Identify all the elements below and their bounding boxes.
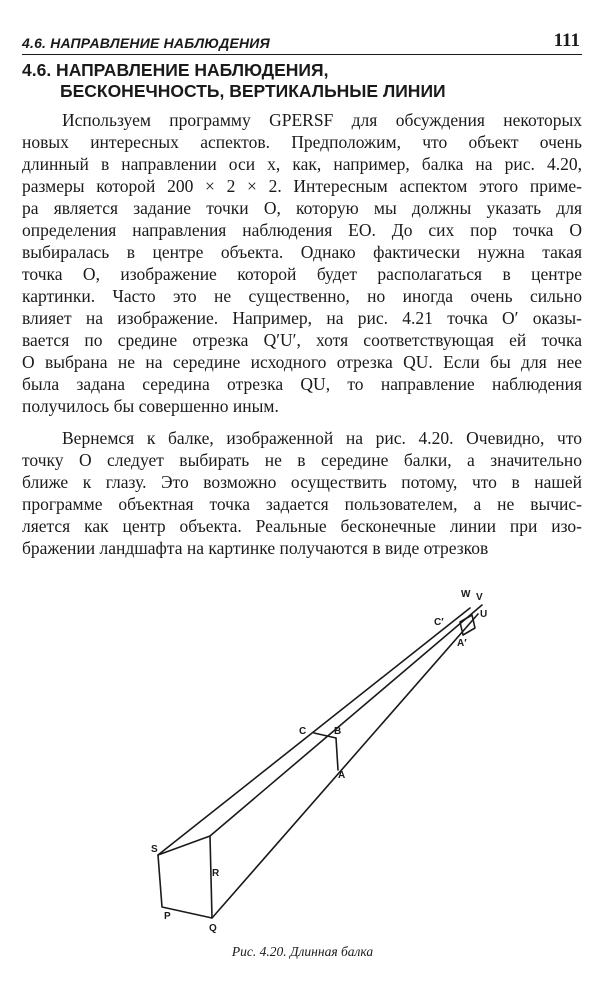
- label-C-prime: C′: [434, 617, 444, 628]
- figure-long-beam: [0, 580, 605, 940]
- section-heading: [22, 60, 582, 102]
- text-line: точку O следует выбирать не в середине балки, а значительно: [22, 450, 582, 470]
- text-line: программе объектная точка задается пользователем, а не вычис-: [22, 494, 582, 514]
- label-A: A: [338, 770, 346, 781]
- heading-line: БЕСКОНЕЧНОСТЬ, ВЕРТИКАЛЬНЫЕ ЛИНИИ: [60, 81, 446, 101]
- heading-line: 4.6. НАПРАВЛЕНИЕ НАБЛЮДЕНИЯ,: [22, 60, 329, 80]
- beam-diagram: [0, 580, 605, 940]
- label-B: B: [334, 726, 342, 737]
- text-line: выбиралась в центре объекта. Однако фактически нужна такая: [22, 242, 582, 262]
- text-line: ра является задание точки O, которую мы должны указать для: [22, 198, 582, 218]
- text-line: O выбрана не на середине исходного отрезка QU. Если бы для нее: [22, 352, 582, 372]
- text-line: длинный в направлении оси x, как, например, балка на рис. 4.20,: [22, 154, 582, 174]
- section-C-B: [314, 733, 336, 738]
- edge-S-W: [158, 608, 470, 855]
- label-V: V: [476, 592, 483, 603]
- paragraph-1: [22, 109, 582, 417]
- paragraph-2: [22, 427, 582, 559]
- text-line: картинки. Часто это не существенно, но иногда очень сильно: [22, 286, 582, 306]
- label-A-prime: A′: [457, 638, 467, 649]
- figure-caption: Рис. 4.20. Длинная балка: [231, 944, 374, 959]
- text-line: бражении ландшафта на картинке получаются в виде отрезков: [22, 538, 489, 558]
- edge-R-V: [210, 605, 482, 836]
- label-U: U: [480, 609, 488, 620]
- text-line: размеры которой 200 × 2 × 2. Интересным аспектом этого приме-: [22, 176, 582, 196]
- text-line: определения направления наблюдения EO. До сих пор точка O: [22, 220, 582, 240]
- text-line: точка O, изображение которой будет располагаться в центре: [22, 264, 582, 284]
- text-line: ближе к глазу. Это возможно осуществить потому, что в нашей: [22, 472, 582, 492]
- text-line: новых интересных аспектов. Предположим, что объект очень: [22, 132, 582, 152]
- text-line: Вернемся к балке, изображенной на рис. 4.20. Очевидно, что: [62, 428, 582, 448]
- label-Q: Q: [209, 923, 217, 934]
- label-P: P: [164, 911, 171, 922]
- text-line: была задана середина отрезка QU, то направление наблюдения: [22, 374, 582, 394]
- text-line: влияет на изображение. Например, на рис. 4.21 точка O′ оказы-: [22, 308, 582, 328]
- text-line: вается по средине отрезка Q′U′, хотя соответствующая ей точка: [22, 330, 582, 350]
- edge-Q-U: [212, 614, 478, 918]
- label-S: S: [151, 844, 158, 855]
- label-C: C: [299, 726, 307, 737]
- page-number: 111: [553, 30, 580, 51]
- label-R: R: [212, 868, 220, 879]
- running-title: 4.6. НАПРАВЛЕНИЕ НАБЛЮДЕНИЯ: [22, 35, 270, 51]
- text-line: ляется как центр объекта. Реальные бесконечные линии при изо-: [22, 516, 582, 536]
- text-line: получилось бы совершенно иным.: [22, 396, 279, 416]
- label-W: W: [461, 589, 471, 600]
- running-header: [22, 30, 582, 55]
- section-B-A: [336, 738, 338, 770]
- text-line: Используем программу GPERSF для обсуждения некоторых: [62, 110, 582, 130]
